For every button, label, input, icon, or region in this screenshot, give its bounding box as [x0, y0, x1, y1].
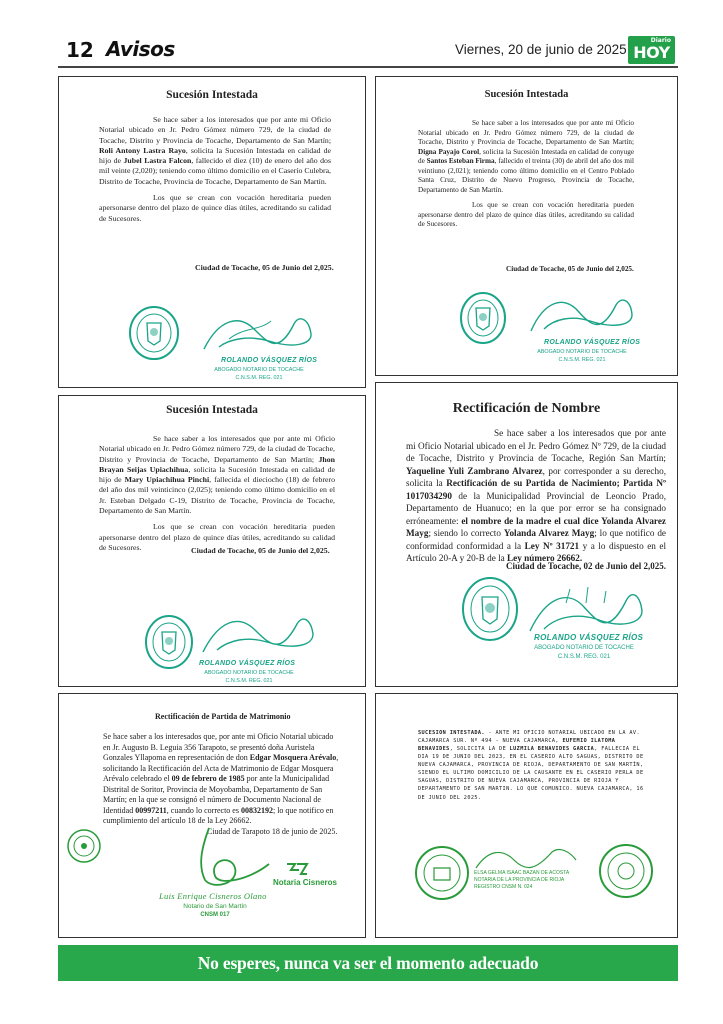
page-number: 12	[66, 38, 94, 62]
record-number: Rectificación de su Partida de Nacimiento; Partida Nº 1017034290	[406, 478, 666, 501]
place-date: Ciudad de Tocache, 05 de Junio del 2,025.	[191, 546, 330, 555]
body-text: , por corresponder a su derecho, solicita la	[406, 465, 666, 489]
notary-seal-icon	[143, 614, 195, 670]
body-text: - ANTE MI OFICIO NOTARIAL UBICADO EN LA AV. CAJAMARCA SUR. Nº 494 - NUEVA CAJAMARCA,	[418, 730, 640, 745]
body-text: , solicitando la Rectificación del Acta de Matrimonio de Edgar Mosquera Arévalo celebrado el	[103, 753, 339, 784]
law-reference: Ley Nº 31721	[524, 540, 580, 551]
law-reference: Ley número 26662.	[507, 553, 583, 564]
notice-sucesion-caps	[375, 693, 678, 938]
body-text: Se hace saber a los interesados que por ante mi Oficio Notarial ubicado en el Jr. Pedro Gómez Nº 729, de la ciudad de Tocache, Distrito y Provincia de Tocache, Región San Martín;	[406, 428, 666, 464]
page-header	[58, 36, 678, 64]
signature-registry: C.N.S.M. REG. 021	[235, 375, 283, 381]
represented-name: Edgar Mosquera Arévalo	[249, 753, 337, 763]
signature-icon	[169, 824, 279, 894]
notice-sucesion-1	[58, 76, 366, 388]
body-text: , fallecido el diez (10) de enero del año dos mil veinte (2,020); teniendo como último domicilio en el Caserío Culebra, Distrito de Tocache, Provincia de Tocache, Departamento de San Martín.	[99, 156, 331, 186]
signature-icon	[199, 608, 319, 660]
body-paragraph-2: Los que se crean con vocación hereditaria pueden apersonarse dentro del plazo de quince días útiles, acreditando su calidad de Sucesores.	[99, 522, 335, 552]
signature-registry: C.N.S.M. REG. 021	[557, 654, 611, 660]
notary-seal-icon	[460, 575, 520, 643]
petitioner-name: EUFEMIO ILATOMA BENAVIDES	[418, 738, 616, 753]
body-text: Se hace saber a los interesados que por ante mi Oficio Notarial ubicado en Jr. Pedro Gómez número 729, de la ciudad de Tocache, Distrito y Provincia de Tocache, Departamento de San Martín;	[418, 119, 634, 146]
signature-title: Notario de San Martín	[183, 903, 247, 910]
place-date: Ciudad de Tocache, 05 de Junio del 2,025.	[506, 265, 634, 273]
notice-sucesion-3	[58, 395, 366, 687]
signature-name: ROLANDO VÁSQUEZ RÍOS	[534, 633, 644, 642]
notice-title: Rectificación de Nombre	[452, 401, 601, 416]
notice-title: Sucesión Intestada	[166, 89, 258, 101]
body-text: ; siendo lo correcto	[428, 528, 504, 539]
signature-title: ABOGADO NOTARIO DE TOCACHE	[537, 349, 627, 355]
logo-big-text: HOY	[633, 43, 670, 62]
body-text: , fallecido el treinta (30) de abril del año dos mil veintiuno (2,021); teniendo como último domicilio en el Centro Poblado Santa Cruz, Distrito de Nuevo Progreso, Provincia de Tocache, Departamento de San Martín.	[418, 157, 634, 194]
notice-body	[418, 119, 634, 236]
notice-title: Rectificación de Partida de Matrimonio	[155, 712, 291, 721]
body-text: Se hace saber a los interesados que, por ante mi Oficio Notarial ubicado en Jr. Augusto B. Leguia 356 Tarapoto, se presentó doña Auristela Gonzales Yllapoma en representación de don	[103, 732, 334, 763]
body-text: Se hace saber a los interesados que por ante mi Oficio Notarial ubicado en Jr. Pedro Gómez número 729, de la ciudad de Tocache, Distrito y Provincia de Tocache, Departamento de San Martín;	[99, 115, 331, 145]
body-text: , solicita la Sucesión Intestada en calidad de conyuge de	[418, 147, 635, 165]
body-text: , FALLECIA EL DIA 19 DE JUNIO DEL 2023, EN EL CASERIO ALTO SAGUAS, DISTRITO DE NUEVA CAJAMARCA, PROVINCIA DE RIOJA, DEPARTAMENTO DE SAN MARTÍN, SIENDO EL ULTIMO DOMICILIO DE LA CAUSANTE EN EL CASERIO PERLA DE SAGUAS, DISTRITO DE NUEVA CAJAMARCA, PROVINCIA DE RIOJA Y DEPARTAMENTO DE SAN MARTIN. LO QUE COMUNICO. NUEVA CAJAMARCA, 16 DE JUNIO DEL 2025.	[418, 746, 644, 801]
body-text: por ante la Municipalidad Distrital de Soritor, Provincia de Moyobamba, Departamento de San Martín; en la que se consignó el número de Documento Nacional de Identidad	[103, 774, 330, 815]
signature-registry: C.N.S.M. REG. 021	[225, 678, 273, 684]
signature-icon	[526, 289, 636, 339]
header-divider	[58, 66, 678, 68]
place-date: Ciudad de Tocache, 05 de Junio del 2,025.	[195, 263, 334, 272]
place-date: Ciudad de Tocache, 02 de Junio del 2,025.	[506, 561, 667, 571]
notice-heading: SUCESION INTESTADA.	[418, 730, 485, 736]
body-text: ; lo que notifico de conformidad conformidad a la	[406, 528, 666, 551]
notaria-brand: Notaria Cisneros	[272, 878, 338, 887]
body-text: , solicita la Sucesión Intestada en calidad de hijo de	[99, 464, 336, 485]
signature-name: ELSA GELMA ISAAC BAZAN DE ACOSTA	[474, 870, 570, 876]
signature-title: NOTARIA DE LA PROVINCIA DE RIOJA	[474, 877, 565, 883]
body-text: , solicita la Sucesión Intestada en calidad de hijo de	[99, 145, 332, 166]
deceased-name: LUZMILA BENAVIDES GARCIA	[509, 746, 595, 753]
notice-body	[99, 115, 331, 230]
body-text: , cuando lo correcto es	[166, 805, 241, 815]
footer-slogan: No esperes, nunca va ser el momento adecuado	[197, 953, 539, 973]
signature-name: ROLANDO VÁSQUEZ RÍOS	[221, 357, 318, 364]
newspaper-logo[interactable]	[628, 36, 675, 64]
wrong-dni: 00997211	[135, 805, 167, 815]
body-text: , fallecida el dieciocho (18) de febrero del año dos mil veinticinco (2,025); teniendo como último domicilio en el Jr. Esteban Delgado C-19, Distrito de Tocache, Provincia de Tocache, Departamento de San Martín.	[99, 475, 335, 515]
body-text: , SOLICITA LA DE	[449, 746, 510, 753]
signature-name: ROLANDO VÁSQUEZ RÍOS	[199, 660, 296, 667]
logo-small-text: Diario	[650, 37, 671, 44]
deceased-name: Jubel Lastra Falcon	[123, 156, 192, 166]
section-title: Avisos	[106, 37, 175, 61]
deceased-name: Santos Esteban Firma	[426, 157, 495, 165]
body-text: ; lo que notifico en cumplimiento del artículo 18 de la Ley 26662.	[103, 805, 334, 826]
place-date: Ciudad de Tarapoto 18 de junio de 2025.	[207, 827, 338, 836]
signature-title: ABOGADO NOTARIO DE TOCACHE	[214, 367, 304, 373]
signature-name: Luis Enrique Cisneros Olano	[159, 891, 267, 901]
issue-date: Viernes, 20 de junio de 2025	[455, 42, 627, 57]
correct-dni: 00832192	[240, 805, 273, 815]
body-paragraph-2: Los que se crean con vocación hereditaria pueden apersonarse dentro del plazo de quince días útiles, acreditando su calidad de Sucesores.	[99, 192, 331, 223]
signature-registry: REGISTRO CNSM N. 024	[474, 884, 533, 890]
correct-name: Yolanda Alvarez Mayg	[503, 528, 595, 539]
body-paragraph-2: Los que se crean con vocación hereditaria pueden apersonarse dentro del plazo de quince días útiles, acreditando su calidad de Sucesores.	[418, 201, 634, 228]
footer-banner	[58, 945, 678, 981]
body-text: y a lo dispuesto en el Artículo 20-A y 20-B de la	[406, 540, 667, 564]
notice-title: Sucesión Intestada	[166, 404, 258, 416]
signature-icon	[526, 583, 646, 639]
signature-icon	[199, 309, 319, 359]
petitioner-name: Roli Antony Lastra Rayo	[99, 145, 186, 155]
wrong-name: el nombre de la madre el cual dice Yolanda Alvarez Mayg	[406, 515, 666, 539]
notice-sucesion-2	[375, 76, 678, 376]
notice-body	[418, 729, 648, 808]
notary-seal-icon	[414, 844, 470, 902]
notary-seal-icon	[598, 842, 654, 900]
notice-body	[406, 427, 666, 571]
notaria-logo-icon	[285, 860, 309, 878]
notice-rectificacion-matrimonio	[58, 693, 366, 938]
notice-rectificacion-nombre	[375, 382, 678, 687]
notary-seal-icon	[65, 826, 103, 866]
notice-title: Sucesión Intestada	[484, 89, 569, 100]
signature-name: ROLANDO VÁSQUEZ RÍOS	[544, 339, 641, 346]
signature-title: ABOGADO NOTARIO DE TOCACHE	[204, 670, 294, 676]
notary-seal-icon	[127, 305, 181, 361]
petitioner-name: Digna Payajo Corol	[418, 147, 480, 156]
marriage-date: 09 de febrero de 1985	[171, 774, 245, 784]
petitioner-name: Yaqueline Yuli Zambrano Alvarez	[406, 465, 543, 476]
body-text: de la Municipalidad Provincial de Leoncio Prado, Departamento de Huanuco; en la que por error se ha consignado erróneamente:	[406, 490, 666, 526]
notary-seal-icon	[458, 291, 508, 345]
notice-body	[99, 434, 335, 559]
body-text: Se hace saber a los interesados que por ante mi Oficio Notarial ubicado en Jr. Pedro Gómez número 729, de la ciudad de Tocache, Distrito y Provincia de Tocache, Departamento de San Martín;	[99, 434, 335, 464]
deceased-name: Mary Upiachihua Pinchi	[124, 475, 210, 485]
signature-title: ABOGADO NOTARIO DE TOCACHE	[534, 645, 634, 651]
notice-body	[103, 732, 339, 833]
signature-registry: CNSM 017	[200, 912, 230, 918]
signature-registry: C.N.S.M. REG. 021	[558, 357, 606, 363]
petitioner-name: Jhon Brayan Seijas Upiachihua	[99, 454, 335, 474]
